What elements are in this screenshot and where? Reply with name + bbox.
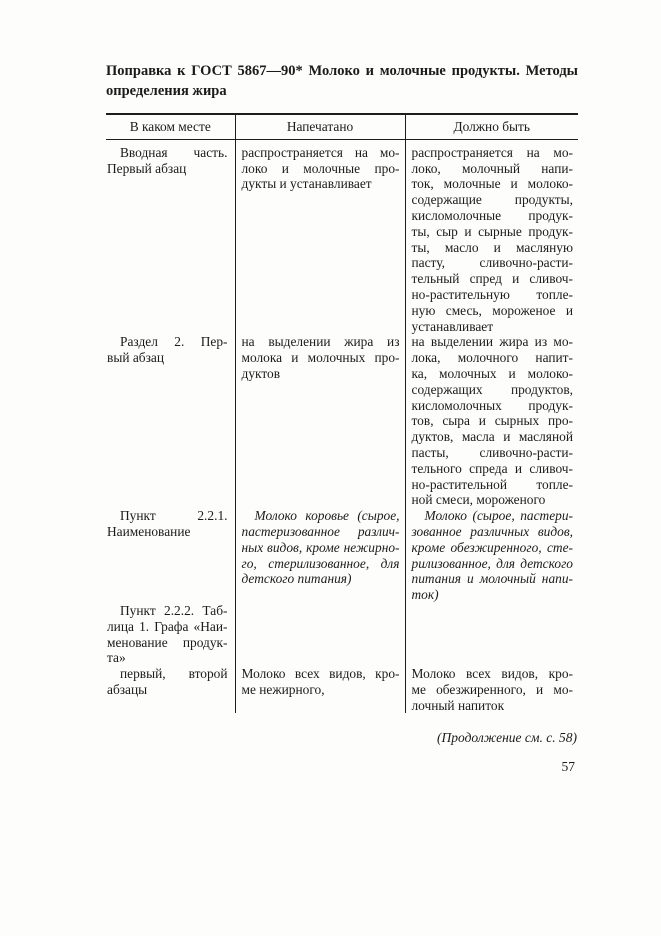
text-line: но-растительную топле- (411, 286, 573, 302)
text-line: лока, молочного напит- (411, 350, 573, 366)
text-line: содержащих продуктов, (411, 381, 573, 397)
printed-cell (235, 334, 405, 508)
correction-table-body (106, 139, 578, 713)
text-line: тов, сыра и сырных про- (411, 413, 573, 429)
text-line: ток, молочные и молоко- (411, 176, 573, 192)
text-line: Молоко (сырое, пастери- (424, 508, 573, 524)
text-line: на выделении жира из мо- (411, 334, 573, 350)
text-line: Пункт 2.2.2. Таб- (120, 602, 228, 618)
location-cell (106, 603, 235, 666)
should-be-cell (405, 666, 578, 713)
text-line: дуктов, масла и масляной (411, 429, 573, 445)
printed-cell (235, 666, 405, 713)
text-line: го, стерилизованное, для (241, 555, 400, 571)
text-line: локо и молочные про- (241, 160, 400, 176)
text-line: Молоко всех видов, кро- (411, 666, 573, 682)
text-line: дуктов (241, 365, 281, 381)
text-line: ты, сыр и сырные продук- (411, 223, 573, 239)
text-line: локо, молочный напи- (411, 160, 573, 176)
table-header-row (106, 114, 578, 139)
text-line: тельного спреда и сливоч- (411, 460, 573, 476)
location-cell (106, 508, 235, 603)
text-line: тельный спред и сливоч- (411, 271, 573, 287)
text-line: ме нежирного, (241, 681, 325, 697)
text-line: содержащие продукты, (411, 192, 573, 208)
text-line: лочный напиток (411, 697, 505, 713)
text-line: зованное различных видов, (411, 523, 573, 539)
text-line: ка, молочных и молоко- (411, 365, 573, 381)
text-line: ты, масло и масляную (411, 239, 573, 255)
text-line: Наименование (107, 523, 191, 539)
text-line: пасту, сливочно-расти- (411, 255, 573, 271)
text-line: кисломолочные продук- (411, 207, 573, 223)
text-line: Молоко коровье (сырое, (254, 508, 400, 524)
location-cell (106, 666, 235, 713)
header-location: В каком месте (106, 114, 235, 139)
location-cell (106, 139, 235, 334)
text-line: Вводная часть. (120, 144, 228, 160)
text-line: определения жира (106, 82, 227, 99)
text-line: ток) (411, 587, 439, 603)
text-line: ную смесь, мороженое и (411, 302, 573, 318)
text-line: на выделении жира из (241, 334, 400, 350)
table-row (106, 603, 578, 666)
correction-table (106, 113, 578, 713)
document-title (106, 62, 578, 101)
should-be-cell (405, 603, 578, 666)
should-be-cell (405, 334, 578, 508)
text-line: кисломолочных продук- (411, 397, 573, 413)
continuation-note: (Продолжение см. с. 58) (437, 730, 577, 746)
text-line: пастеризованное различ- (241, 523, 400, 539)
text-line: менование продук- (107, 634, 228, 650)
text-line: кроме обезжиренного, сте- (411, 539, 573, 555)
text-line: лица 1. Графа «Наи- (107, 618, 228, 634)
location-cell (106, 334, 235, 508)
text-line: распространяется на мо- (241, 144, 400, 160)
page-number: 57 (561, 759, 575, 775)
text-line: устанавливает (411, 318, 494, 334)
text-line: абзацы (107, 681, 148, 697)
header-should-be: Должно быть (405, 114, 578, 139)
text-line: Поправка к ГОСТ 5867—90* Молоко и молочные продукты. Методы (106, 63, 578, 79)
printed-cell (235, 603, 405, 666)
text-line: та» (107, 650, 126, 666)
text-line: дукты и устанавливает (241, 176, 372, 192)
printed-cell (235, 508, 405, 603)
text-line: ных видов, кроме нежирно- (241, 539, 400, 555)
printed-cell (235, 139, 405, 334)
text-line: Раздел 2. Пер- (120, 334, 228, 350)
text-line: Пункт 2.2.1. (120, 508, 228, 524)
should-be-cell (405, 508, 578, 603)
text-line: ной смеси, мороженого (411, 492, 546, 508)
document-page (106, 0, 578, 775)
text-line: Молоко всех видов, кро- (241, 666, 400, 682)
text-line: но-растительной топле- (411, 476, 573, 492)
text-line: распространяется на мо- (411, 144, 573, 160)
table-row (106, 139, 578, 334)
text-line: вый абзац (107, 350, 164, 366)
text-line: детского питания) (241, 571, 352, 587)
header-printed: Напечатано (235, 114, 405, 139)
text-line: ме обезжиренного, и мо- (411, 681, 573, 697)
should-be-cell (405, 139, 578, 334)
table-row (106, 334, 578, 508)
text-line: пасты, сливочно-расти- (411, 444, 573, 460)
table-row (106, 508, 578, 603)
text-line: питания и молочный напи- (411, 571, 573, 587)
text-line: молока и молочных про- (241, 350, 400, 366)
text-line: первый, второй (120, 666, 228, 682)
table-row (106, 666, 578, 713)
text-line: Первый абзац (107, 160, 187, 176)
text-line: рилизованное, для детского (411, 555, 573, 571)
